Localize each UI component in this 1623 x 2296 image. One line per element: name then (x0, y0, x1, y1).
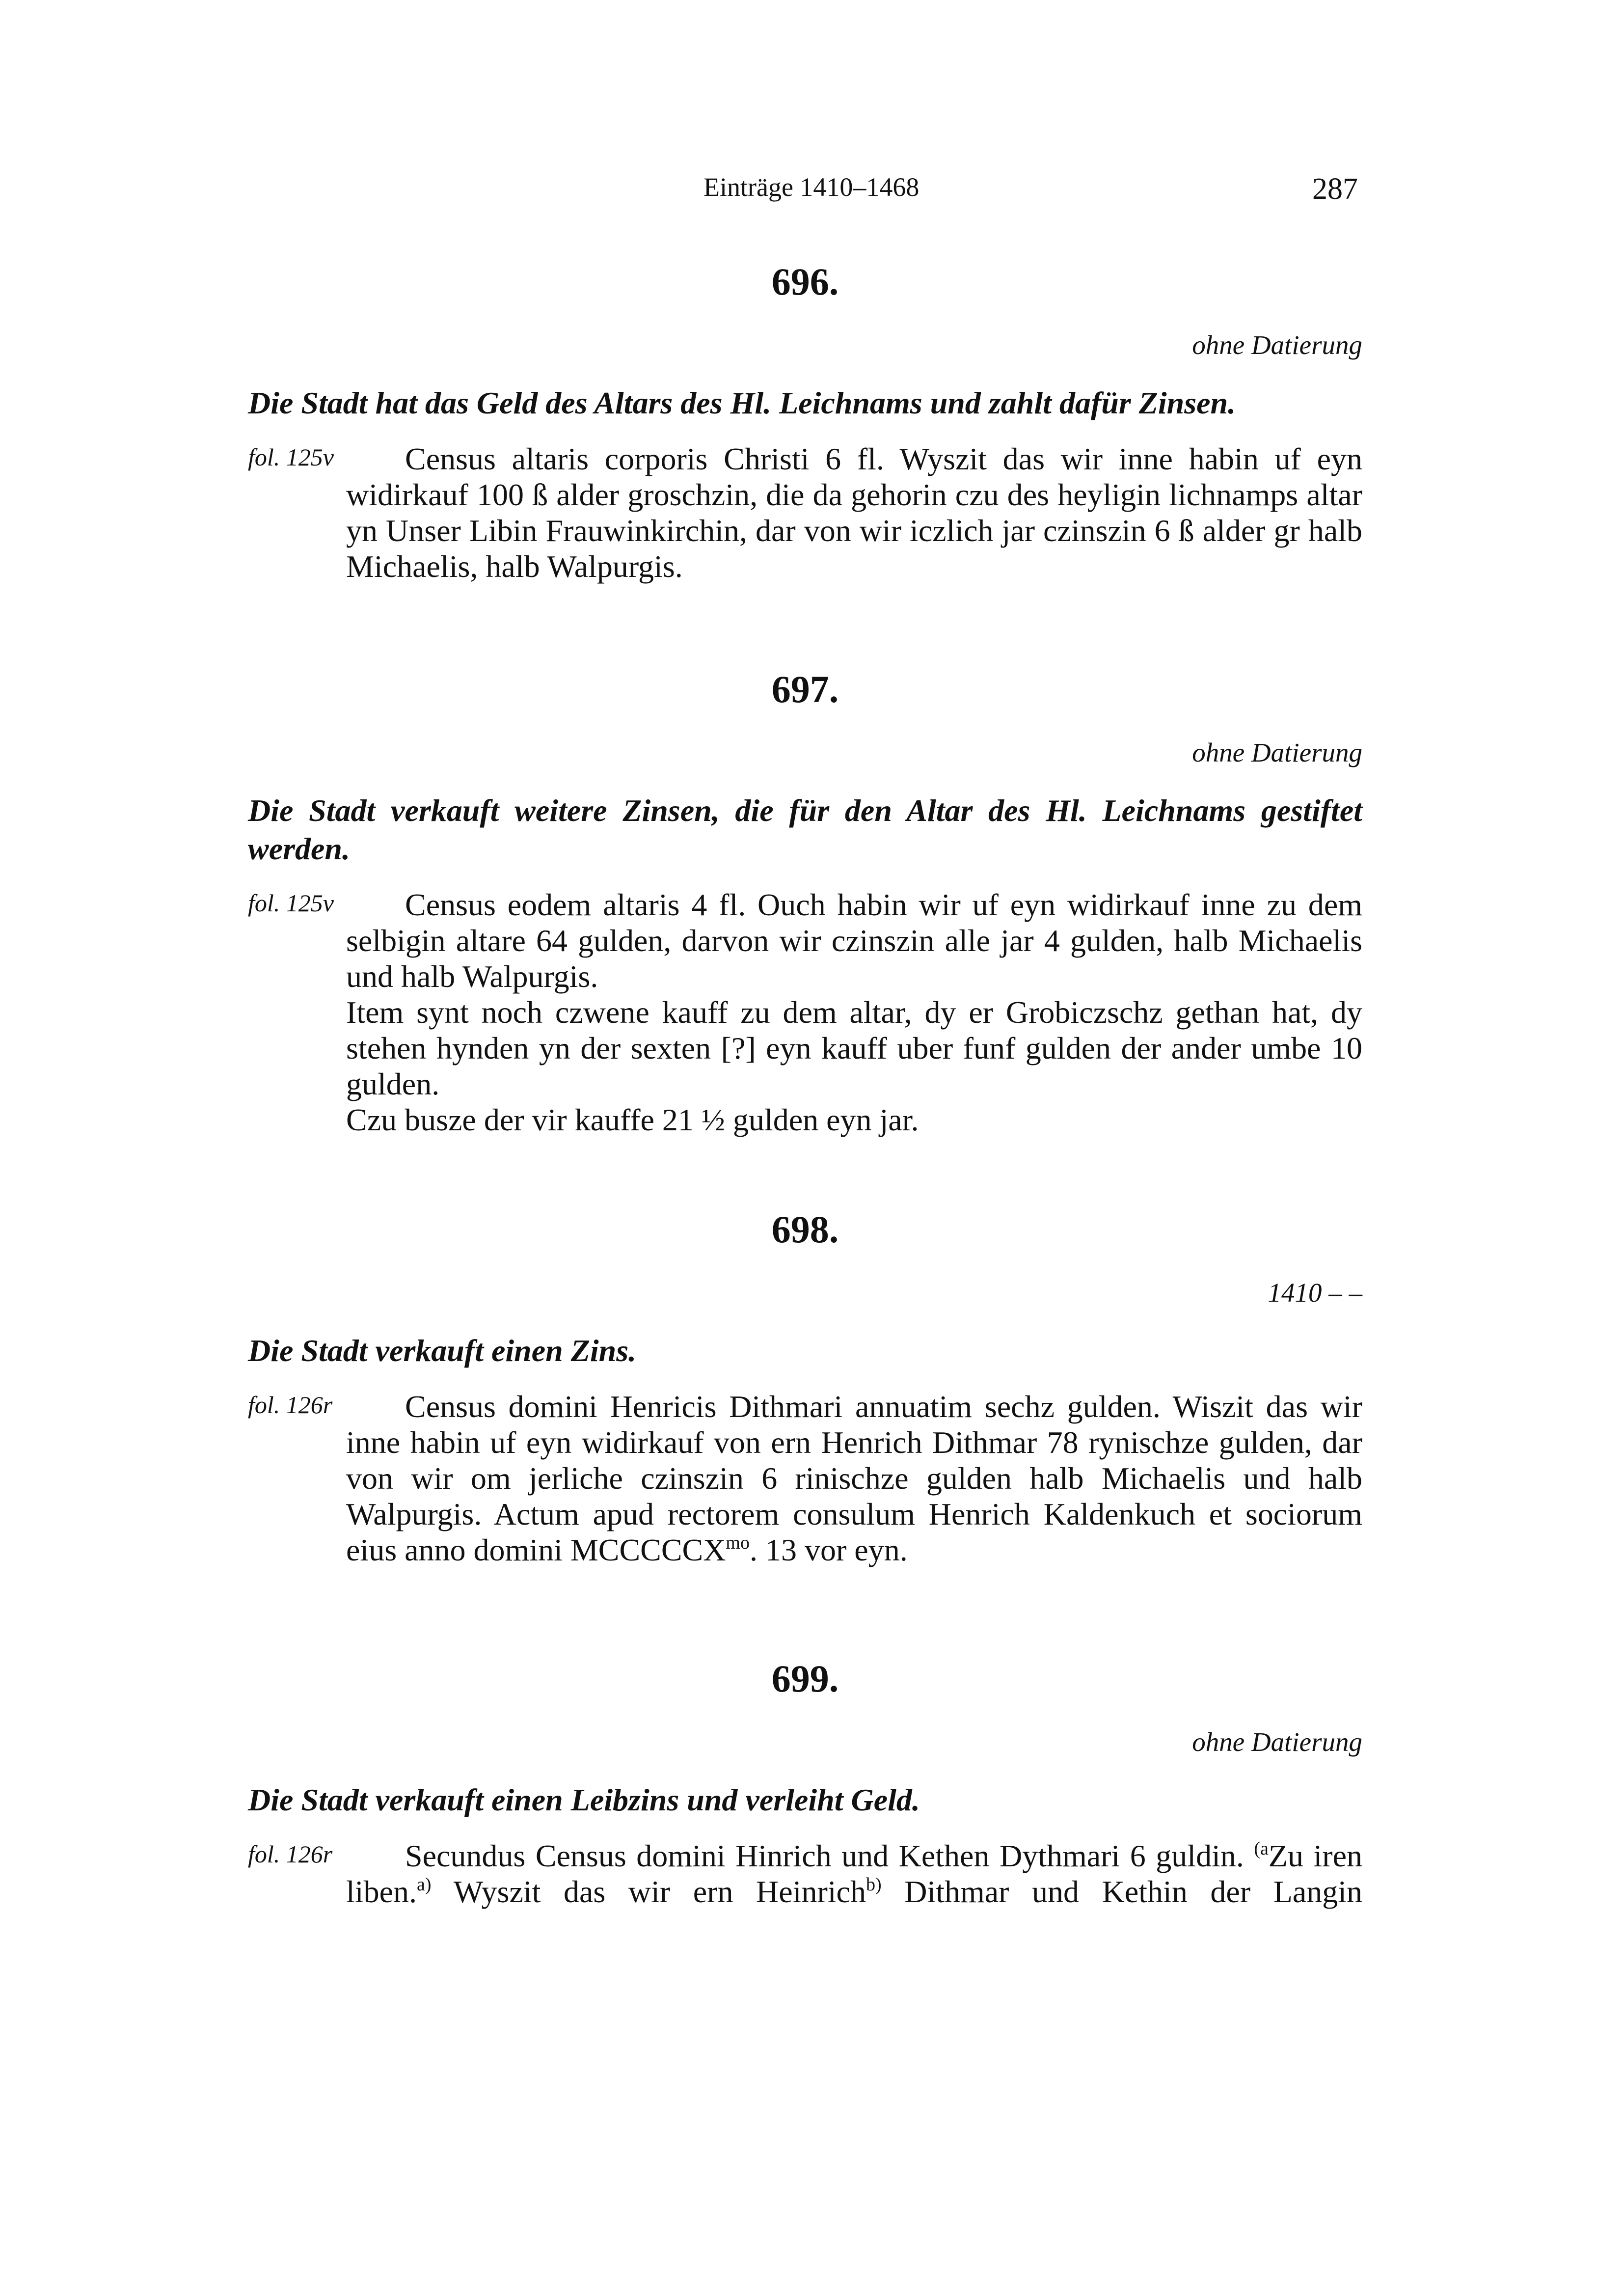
entry-number: 698. (771, 1208, 839, 1251)
entry-text (346, 887, 1362, 1138)
folio-reference: fol. 125v (248, 889, 334, 917)
running-head (0, 172, 1623, 211)
page-number: 287 (1312, 172, 1358, 206)
entry-title: Die Stadt verkauft einen Leibzins und verleiht Geld. (248, 1782, 920, 1817)
entry-body (248, 1389, 1362, 1568)
text-span: Secundus Census domini Hinrich und Kethen Dythmari 6 guldin. (405, 1838, 1254, 1873)
paragraph (346, 1838, 1362, 1910)
entry-date: ohne Datierung (1192, 330, 1362, 360)
paragraph: Census altaris corporis Christi 6 fl. Wyszit das wir inne habin uf eyn widirkauf 100 ß alder groschzin, die da gehorin czu des heyligin lichnamps altar yn Unser Libin Frauwinkirchin, dar von wir iczlich jar czinszin 6 ß alder gr halb Michaelis, halb Walpurgis. (346, 441, 1362, 584)
entry-697 (248, 670, 1362, 1138)
entry-date: ohne Datierung (1192, 1727, 1362, 1757)
entry-698 (248, 1210, 1362, 1568)
entry-text (346, 1838, 1362, 1910)
text-span: Wyszit das wir ern Heinrich (431, 1874, 866, 1909)
entry-body (248, 887, 1362, 1138)
entry-number: 697. (771, 668, 839, 711)
paragraph: Census eodem altaris 4 fl. Ouch habin wir uf eyn widirkauf inne zu dem selbigin altare 64 gulden, darvon wir czinszin alle jar 4 gulden, halb Michaelis und halb Walpurgis. (346, 887, 1362, 994)
text-span: Census domini Henricis Dithmari annuatim sechz gulden. Wiszit das wir inne habin uf eyn widirkauf von ern Henrich Dithmar 78 rynischze gulden, dar von wir om jerliche czinszin 6 rinischze gulden halb Michaelis und halb Walpurgis. Actum apud rectorem consulum Henrich Kaldenkuch et sociorum eius anno domini MCCCCCX (346, 1389, 1362, 1567)
text-span: . 13 vor eyn. (749, 1532, 908, 1567)
entry-body (248, 441, 1362, 584)
entry-699 (248, 1657, 1363, 1910)
folio-reference: fol. 126r (248, 1391, 333, 1419)
text-span: Zu iren liben. (346, 1838, 1362, 1909)
entry-date: ohne Datierung (1192, 738, 1362, 767)
entry-696 (248, 260, 1362, 584)
entry-text (346, 1389, 1362, 1568)
paragraph: Czu busze der vir kauffe 21 ½ gulden eyn jar. (346, 1102, 919, 1137)
paragraph (346, 1389, 1362, 1568)
entry-title: Die Stadt verkauft weitere Zinsen, die für den Altar des Hl. Leichnams gestiftet werden. (248, 793, 1362, 866)
entry-title: Die Stadt hat das Geld des Altars des Hl. Leichnams und zahlt dafür Zinsen. (248, 385, 1236, 420)
superscript: mo (726, 1532, 750, 1553)
entry-date: 1410 – – (1268, 1278, 1362, 1308)
footnote-marker: a) (416, 1874, 432, 1895)
paragraph: Item synt noch czwene kauff zu dem altar, dy er Grobiczschz gethan hat, dy stehen hynden yn der sexten [?] eyn kauff uber funf gulden der ander umbe 10 gulden. (346, 995, 1362, 1101)
entry-number: 696. (771, 260, 839, 303)
entry-body (248, 1838, 1362, 1910)
text-span: Dithmar und Kethin der Langin (881, 1874, 1363, 1909)
running-title: Einträge 1410–1468 (703, 172, 920, 202)
folio-reference: fol. 125v (248, 443, 334, 471)
folio-reference: fol. 126r (248, 1840, 333, 1868)
entry-number: 699. (771, 1657, 839, 1700)
footnote-marker: (a (1254, 1838, 1269, 1859)
entry-title: Die Stadt verkauft einen Zins. (248, 1333, 637, 1368)
footnote-marker: b) (866, 1874, 882, 1895)
entry-text (346, 441, 1362, 584)
